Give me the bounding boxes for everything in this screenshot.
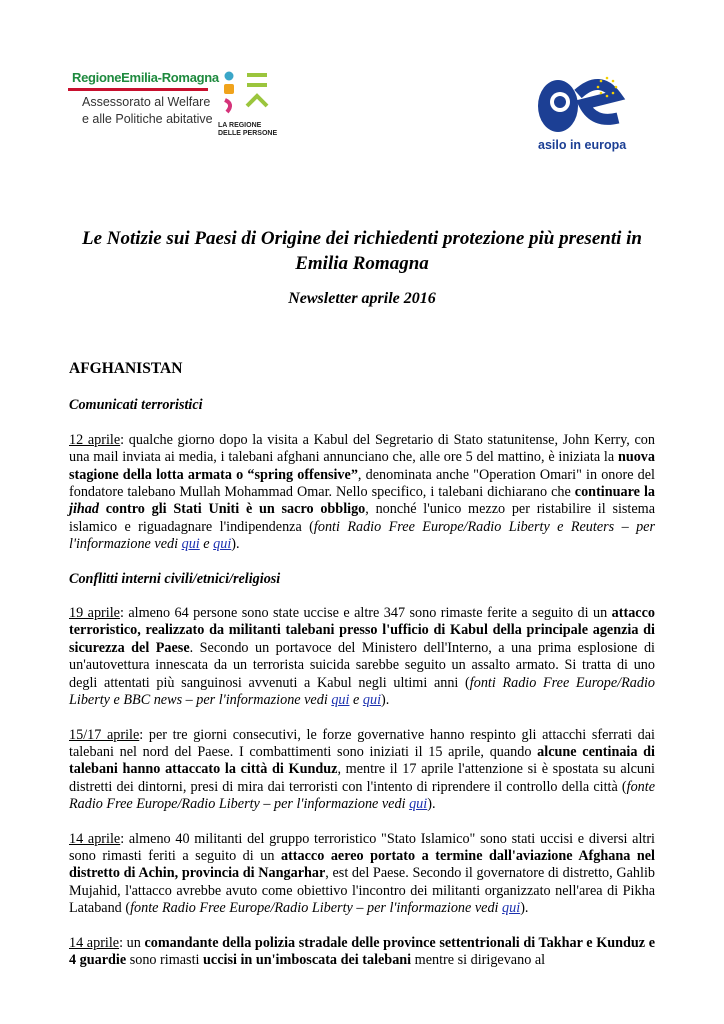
source-link[interactable]: qui [181, 536, 200, 553]
rer-logo-mark [68, 68, 219, 86]
news-paragraph-12-april: 12 aprile: qualche giorno dopo la visita a Kabul del Segretario di Stato statunitense, John Kerry, con una mail inviata ai media, i talebani afghani annunciano che, alle ore 5 del mattino, è iniziata la nuova stagione della lotta armata o “spring offensive”, denominata anche "Operation Omari" in onore del fondatore talebano Mullah Mohammad Omar. Nello specifico, i talebani dichiarano che continuare la jihad contro gli Stati Uniti è un sacro obbligo, nonché l'unico mezzo per ristabilire il sistema islamico e riguadagnare l'indipendenza (fonti Radio Free Europe/Radio Liberty e Reuters – per l'informazione vedi qui e qui). [69, 431, 656, 553]
news-paragraph-15-17-april: 15/17 aprile: per tre giorni consecutivi, le forze governative hanno respinto gli attacchi sferrati dai talebani nel nord del Paese. I combattimenti sono iniziati il 15 aprile, quando alcune centinaia di talebani hanno attaccato la città di Kunduz, mentre il 17 aprile l'attenzione si è spostata su alcuni distretti dei dintorni, presi di mira dai terroristi con l'intento di riprendere il controllo della città (fonte Radio Free Europe/Radio Liberty – per l'informazione vedi qui). [69, 726, 655, 813]
source-link[interactable]: qui [409, 796, 428, 813]
source-citation: fonti Radio Free Europe/Radio Liberty e BBC news – per l'informazione vedi [69, 674, 656, 709]
news-date: 12 aprile [69, 431, 121, 448]
regione-emilia-romagna-logo [68, 68, 219, 128]
source-citation: fonte Radio Free Europe/Radio Liberty – per l'informazione vedi [130, 900, 503, 917]
newsletter-body [69, 360, 655, 969]
document-subtitle: Newsletter aprile 2016 [288, 290, 436, 307]
news-paragraph-14-april-ambush: 14 aprile: un comandante della polizia stradale delle province settentrionali di Takhar e Kunduz e 4 guardie sono rimasti uccisi in un'imboscata dei talebani mentre si dirigevano al [69, 934, 655, 968]
persone-symbol-icon [218, 70, 276, 122]
persone-caption: LA REGIONE DELLE PERSONE [218, 122, 278, 137]
rer-logo-name: RegioneEmilia-Romagna [72, 69, 219, 85]
regione-delle-persone-logo [218, 70, 276, 142]
paragraph-spacer [69, 814, 655, 831]
paragraph-spacer [69, 554, 655, 571]
source-link[interactable]: qui [362, 692, 382, 709]
news-date: 14 aprile [69, 830, 121, 847]
news-paragraph-19-april: 19 aprile: almeno 64 persone sono state uccise e altre 347 sono rimaste ferite a seguito di un attacco terroristico, realizzato da militanti talebani presso l'ufficio di Kabul della principale agenzia di sicurezza del Paese. Secondo un portavoce del Ministero dell'Interno, a una prima esplosione di un'autovettura innescata da un terrorista suicida sarebbe seguito un assalto armato. Si tratta di uno degli attentati più sanguinosi avvenuti a Kabul negli ultimi anni (fonti Radio Free Europe/Radio Liberty e BBC news – per l'informazione vedi qui e qui). [69, 605, 656, 709]
source-link[interactable]: qui [213, 536, 232, 553]
source-link[interactable]: qui [331, 692, 350, 709]
rer-assessorato-line2: e alle Politiche abitative [82, 112, 213, 126]
news-date: 19 aprile [69, 605, 120, 622]
rer-assessorato-line1: Assessorato al Welfare [82, 95, 211, 109]
section-heading-internal-conflicts: Conflitti interni civili/etnici/religiosi [69, 570, 281, 587]
news-date: 14 aprile [69, 934, 120, 951]
country-heading: AFGHANISTAN [69, 360, 183, 377]
ae-caption: asilo in europa [538, 138, 627, 152]
source-link[interactable]: qui [502, 900, 521, 917]
news-paragraph-14-april-airstrike: 14 aprile: almeno 40 militanti del gruppo terroristico "Stato Islamico" sono stati uccisi e diversi altri sono rimasti feriti a seguito di un attacco aereo portato a termine dall'aviazione Afghana nel distretto di Achin, provincia di Nangarhar, est del Paese. Secondo il governatore di distretto, Gahlib Mujahid, l'attacco avrebbe avuto come obiettivo l'incontro dei militanti organizzato nell'area di Pikha Lataband (fonte Radio Free Europe/Radio Liberty – per l'informazione vedi qui). [69, 830, 656, 917]
rer-logo-underline [68, 88, 208, 91]
paragraph-spacer [69, 918, 655, 935]
asilo-in-europa-logo [520, 66, 630, 156]
section-heading-terrorist-communiques: Comunicati terroristici [69, 397, 203, 414]
source-citation: fonti Radio Free Europe/Radio Liberty e Reuters – per l'informazione vedi [69, 518, 655, 553]
news-date: 15/17 aprile [69, 726, 140, 743]
source-citation: fonte Radio Free Europe/Radio Liberty – per l'informazione vedi [69, 778, 655, 813]
document-title: Le Notizie sui Paesi di Origine dei richiedenti protezione più presenti in Emilia Romagna [82, 228, 642, 274]
paragraph-spacer [69, 710, 655, 727]
ae-emblem-icon [520, 66, 630, 138]
